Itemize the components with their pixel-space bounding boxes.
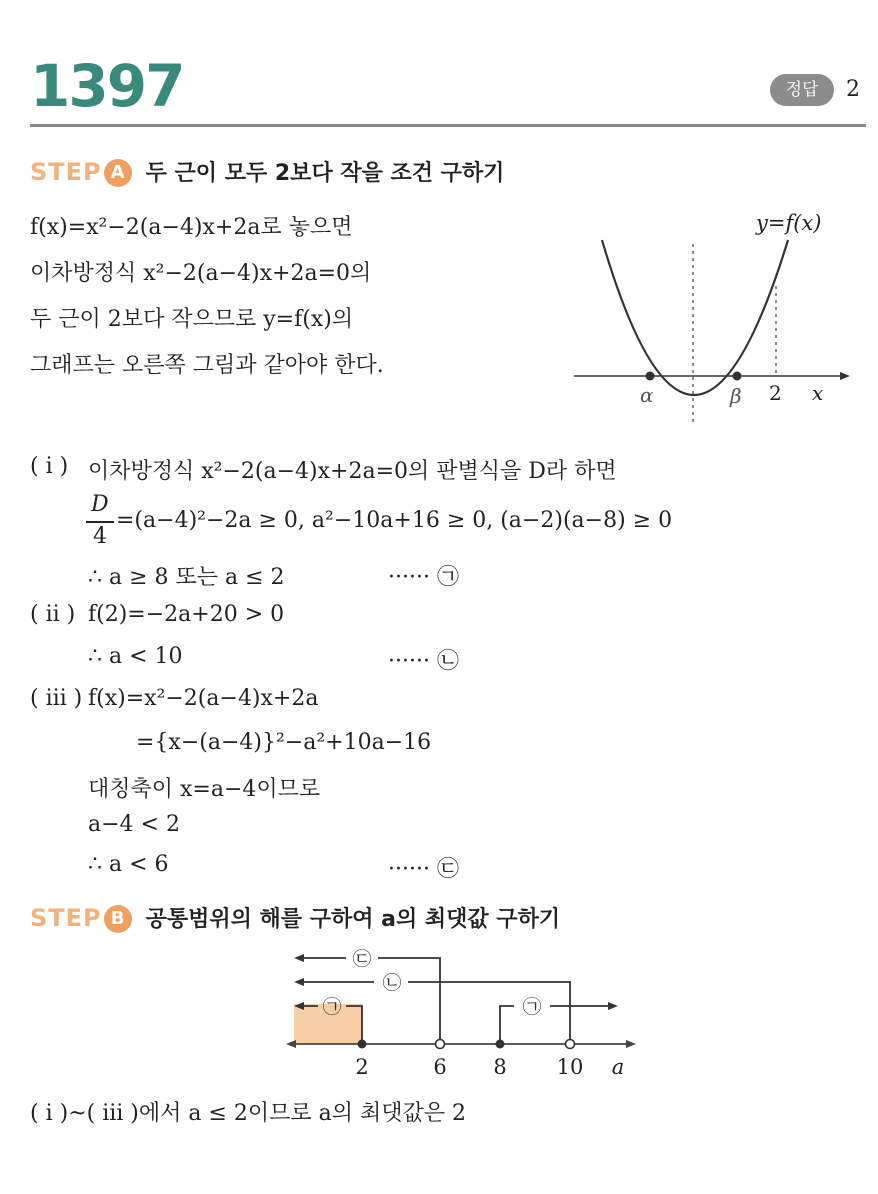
case-i-text: 이차방정식 x²−2(a−4)x+2a=0의 판별식을 D라 하면 xyxy=(88,459,617,484)
step-b-word: STEP xyxy=(30,904,102,932)
point-10-open xyxy=(566,1040,575,1049)
intro-line-2: 이차방정식 x²−2(a−4)x+2a=0의 xyxy=(30,261,372,286)
case-iii-result: ∴ a < 6 xyxy=(88,852,169,877)
range-b-mark: ㉡ xyxy=(382,972,402,994)
step-b-title: 공통범위의 해를 구하여 a의 최댓값 구하기 xyxy=(145,907,561,932)
point-2-closed xyxy=(358,1040,367,1049)
step-a-badge: A xyxy=(104,159,132,187)
range-b-arrowhead xyxy=(294,978,304,986)
beta-label: β xyxy=(730,384,742,408)
point-8-closed xyxy=(496,1040,505,1049)
axis-variable-label: a xyxy=(611,1055,625,1079)
header-divider xyxy=(30,124,866,127)
case-iii-text-2: ={x−(a−4)}²−a²+10a−16 xyxy=(136,730,432,755)
range-a-right-bracket xyxy=(500,1006,514,1044)
case-ii-text: f(2)=−2a+20 > 0 xyxy=(88,602,285,627)
parabola-graph xyxy=(560,200,860,440)
case-iii-text: f(x)=x²−2(a−4)x+2a xyxy=(88,686,319,711)
parabola-curve xyxy=(602,240,788,395)
answer-value: 2 xyxy=(846,77,860,102)
step-b-heading xyxy=(30,902,560,933)
case-iii-mark: ······ ㉢ xyxy=(388,857,459,882)
step-b-badge: B xyxy=(104,905,132,933)
fraction-denominator: 4 xyxy=(93,524,107,549)
tick-label-6: 6 xyxy=(433,1055,447,1079)
case-i-label: ( ⅰ ) xyxy=(30,454,69,479)
answer-badge: 정답 xyxy=(770,74,834,106)
root-alpha-point xyxy=(646,372,655,381)
intro-line-4: 그래프는 오른쪽 그림과 같아야 한다. xyxy=(30,353,384,378)
step-a-heading xyxy=(30,156,504,187)
case-ii-mark: ······ ㉡ xyxy=(388,649,459,674)
problem-number: 1397 xyxy=(30,52,184,120)
range-c-mark: ㉢ xyxy=(352,948,372,970)
number-line-diagram xyxy=(280,940,640,1085)
root-beta-point xyxy=(733,372,742,381)
case-i-equation: =(a−4)²−2a ≥ 0, a²−10a+16 ≥ 0, (a−2)(a−8) ≥ 0 xyxy=(116,508,673,533)
tick-label-2: 2 xyxy=(355,1055,369,1079)
intro-line-1: f(x)=x²−2(a−4)x+2a로 놓으면 xyxy=(30,215,353,240)
case-i-result: ∴ a ≥ 8 또는 a ≤ 2 xyxy=(88,565,285,590)
case-iii-label: ( ⅲ ) xyxy=(30,686,83,711)
conclusion: ( ⅰ )~( ⅲ )에서 a ≤ 2이므로 a의 최댓값은 2 xyxy=(30,1101,467,1126)
x-axis-arrow xyxy=(840,372,850,380)
range-a-right-arrowhead xyxy=(608,1002,618,1010)
two-label: 2 xyxy=(769,381,782,405)
case-iii-text-3: 대칭축이 x=a−4이므로 xyxy=(88,777,321,802)
step-a-title: 두 근이 모두 2보다 작을 조건 구하기 xyxy=(145,161,505,186)
intro-line-3: 두 근이 2보다 작으므로 y=f(x)의 xyxy=(30,307,354,332)
fraction-numerator: D xyxy=(91,492,109,517)
case-ii-label: ( ⅱ ) xyxy=(30,602,76,627)
range-a-right-mark: ㉠ xyxy=(522,996,542,1018)
tick-label-10: 10 xyxy=(556,1055,584,1079)
tick-label-8: 8 xyxy=(493,1055,507,1079)
step-a-word: STEP xyxy=(30,158,102,186)
axis-right-arrow xyxy=(626,1040,636,1048)
x-label: x xyxy=(812,381,824,405)
fraction-bar xyxy=(86,521,114,523)
case-i-mark: ······ ㉠ xyxy=(388,565,459,590)
axis-left-arrow xyxy=(286,1040,296,1048)
range-b-bracket xyxy=(408,982,570,1044)
case-ii-result: ∴ a < 10 xyxy=(88,644,183,669)
range-a-left-mark: ㉠ xyxy=(322,996,342,1018)
alpha-label: α xyxy=(640,383,654,407)
point-6-open xyxy=(436,1040,445,1049)
case-iii-text-4: a−4 < 2 xyxy=(88,812,180,837)
range-c-arrowhead xyxy=(294,954,304,962)
range-c-bracket xyxy=(378,958,440,1044)
curve-label: y=f(x) xyxy=(756,211,822,235)
